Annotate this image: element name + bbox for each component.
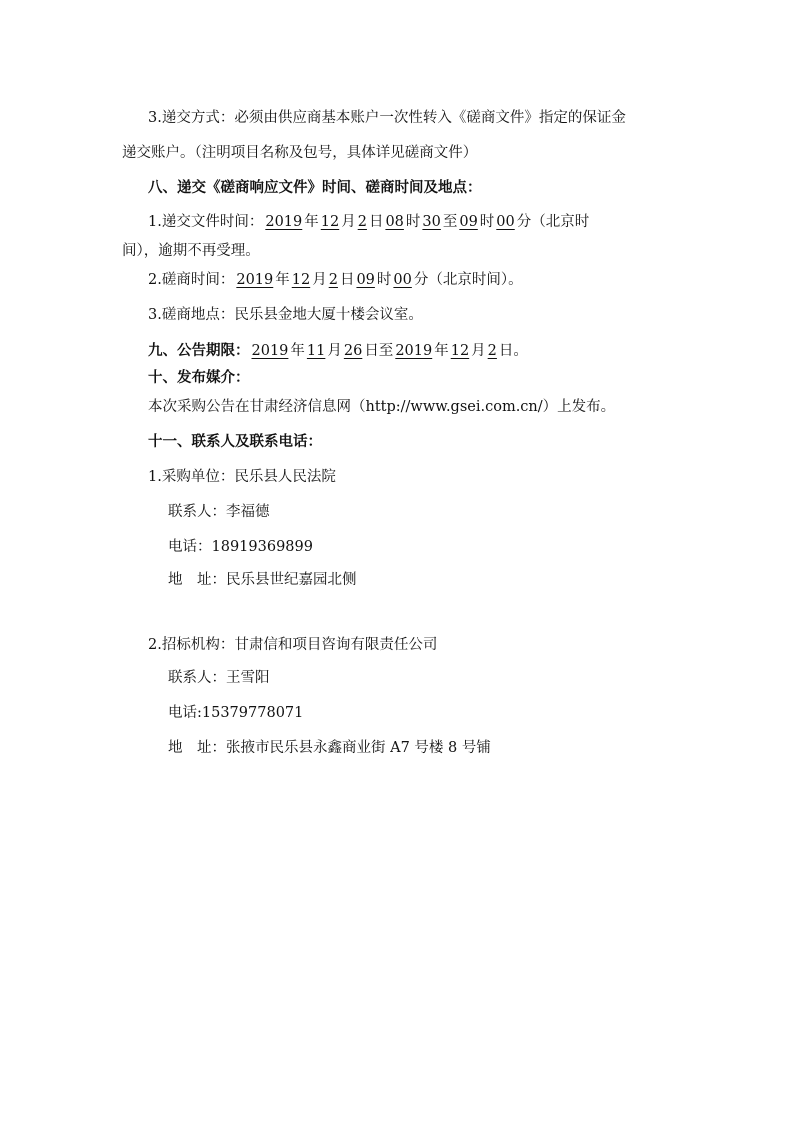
submission-month: 12: [320, 214, 340, 230]
submission-year: 2019: [265, 214, 303, 230]
minute-char: 分（北京时: [516, 214, 590, 230]
section10-heading: 十、发布媒介：: [148, 369, 250, 386]
notice-start-month: 11: [306, 343, 326, 359]
submission-time-label: 1.递交文件时间：: [148, 214, 264, 230]
purchaser-contact: 联系人：李福德: [168, 504, 270, 520]
notice-start-year: 2019: [251, 343, 289, 359]
consultation-year: 2019: [236, 272, 274, 288]
consultation-day: 2: [328, 272, 338, 288]
submission-day: 2: [357, 214, 367, 230]
consultation-hour: 09: [356, 272, 375, 288]
notice-end-year: 2019: [395, 343, 433, 359]
section9-line: [148, 341, 528, 361]
day-to-char: 日至: [364, 343, 394, 359]
agency-unit: 2.招标机构：甘肃信和项目咨询有限责任公司: [148, 637, 438, 653]
purchaser-address: 地 址：民乐县世纪嘉园北侧: [168, 572, 357, 588]
month-char: 月: [471, 343, 486, 359]
purchaser-unit: 1.采购单位：民乐县人民法院: [148, 469, 336, 485]
day-char: 日。: [498, 343, 528, 359]
to-char: 至: [442, 214, 458, 230]
hour-char: 时: [479, 214, 495, 230]
section7-item3-line2: 递交账户。（注明项目名称及包号，具体详见磋商文件）: [122, 145, 478, 161]
submission-end-hour: 09: [459, 214, 478, 230]
notice-end-day: 2: [487, 343, 497, 359]
year-char: 年: [275, 272, 290, 288]
agency-address: 地 址：张掖市民乐县永鑫商业街 A7 号楼 8 号铺: [168, 740, 491, 756]
section8-item3: 3.磋商地点：民乐县金地大厦十楼会议室。: [148, 307, 423, 323]
submission-start-hour: 08: [385, 214, 404, 230]
notice-end-month: 12: [450, 343, 470, 359]
submission-end-minute: 00: [496, 214, 515, 230]
month-char: 月: [341, 214, 356, 230]
section11-heading: 十一、联系人及联系电话：: [148, 433, 322, 450]
section8-item1-line1: [148, 212, 589, 232]
purchaser-phone: 电话：18919369899: [168, 539, 313, 555]
year-char: 年: [290, 343, 305, 359]
submission-start-minute: 30: [422, 214, 441, 230]
month-char: 月: [312, 272, 327, 288]
section9-heading: 九、公告期限：: [148, 342, 250, 359]
section8-item2: [148, 270, 523, 290]
agency-phone: 电话:15379778071: [168, 705, 304, 721]
year-char: 年: [304, 214, 319, 230]
year-char: 年: [434, 343, 449, 359]
month-char: 月: [327, 343, 342, 359]
day-char: 日: [339, 272, 355, 288]
minute-char: 分（北京时间）。: [413, 272, 523, 288]
consultation-time-label: 2.磋商时间：: [148, 272, 235, 288]
section8-heading: 八、递交《磋商响应文件》时间、磋商时间及地点：: [148, 179, 482, 196]
notice-start-day: 26: [343, 343, 363, 359]
section8-item1-line2: 间），逾期不再受理。: [122, 243, 260, 259]
agency-contact: 联系人：王雪阳: [168, 670, 270, 686]
hour-char: 时: [376, 272, 392, 288]
consultation-minute: 00: [393, 272, 412, 288]
consultation-month: 12: [291, 272, 311, 288]
day-char: 日: [368, 214, 384, 230]
hour-char: 时: [405, 214, 421, 230]
section10-text: 本次采购公告在甘肃经济信息网（http://www.gsei.com.cn/）上发布。: [148, 399, 616, 415]
section7-item3-line1: 3.递交方式：必须由供应商基本账户一次性转入《磋商文件》指定的保证金: [148, 110, 626, 126]
